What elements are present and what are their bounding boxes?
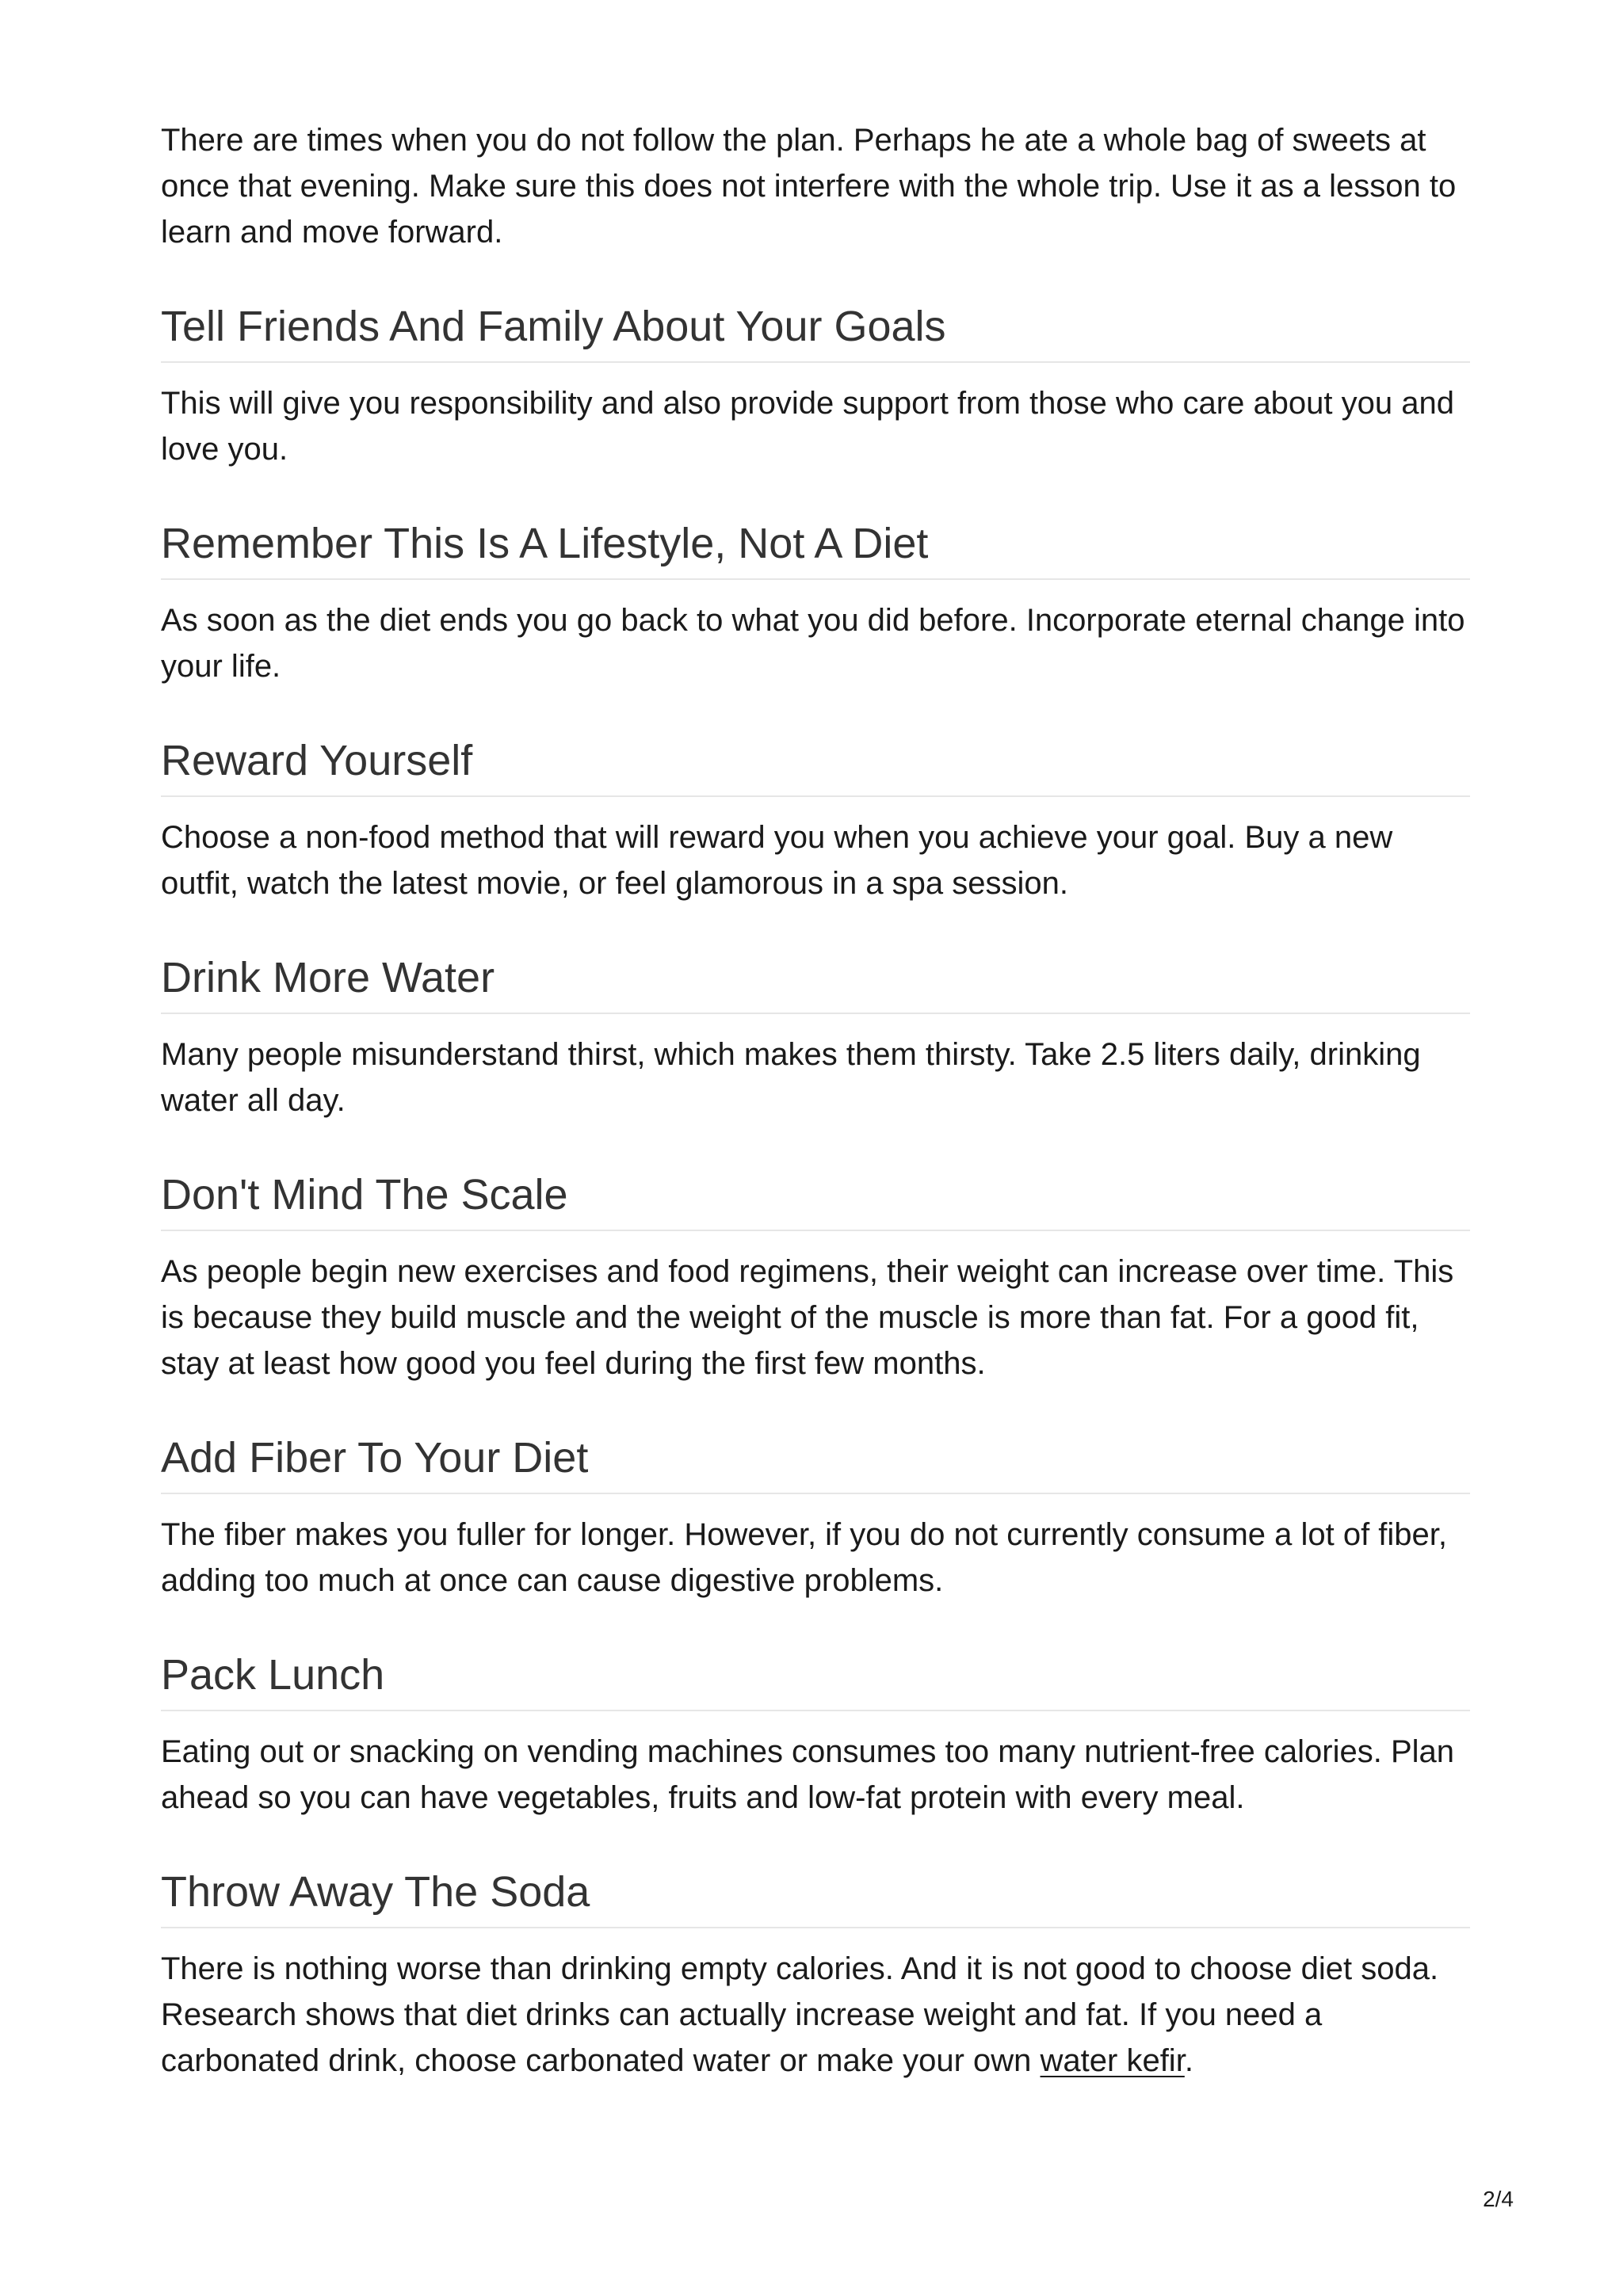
section-paragraph: The fiber makes you fuller for longer. However, if you do not currently consume a lot of fiber, adding too much at once can cause digestive problems. — [161, 1517, 1448, 1598]
section-paragraph: Many people misunderstand thirst, which makes them thirsty. Take 2.5 liters daily, drinking water all day. — [161, 1037, 1421, 1118]
section-fiber — [161, 1432, 1470, 1604]
section-paragraph — [161, 1946, 1470, 2084]
soda-text: There is nothing worse than drinking empty calories. And it is not good to choose diet soda. Research shows that diet drinks can actually increase weight and fat. If you need a carbonated drink, choose carbonated water or make your own — [161, 1951, 1439, 2078]
section-lunch — [161, 1650, 1470, 1821]
intro-paragraph: There are times when you do not follow the plan. Perhaps he ate a whole bag of sweets at once that evening. Make sure this does not interfere with the whole trip. Use it as a lesson to learn and move forward. — [161, 123, 1457, 250]
section-scale — [161, 1169, 1470, 1386]
section-water — [161, 952, 1470, 1123]
section-tell-friends — [161, 301, 1470, 472]
section-heading: Remember This Is A Lifestyle, Not A Diet — [161, 518, 1470, 580]
section-heading: Reward Yourself — [161, 735, 1470, 797]
section-reward — [161, 735, 1470, 906]
document-page — [161, 117, 1470, 2084]
page-number: 2/4 — [1483, 2187, 1514, 2211]
section-paragraph: This will give you responsibility and also provide support from those who care about you and love you. — [161, 386, 1454, 467]
section-paragraph: Choose a non-food method that will reward you when you achieve your goal. Buy a new outfit, watch the latest movie, or feel glamorous in a spa session. — [161, 820, 1393, 901]
section-heading: Drink More Water — [161, 952, 1470, 1014]
water-kefir-link[interactable]: water kefir — [1040, 2043, 1185, 2078]
section-soda — [161, 1867, 1470, 2084]
section-heading: Tell Friends And Family About Your Goals — [161, 301, 1470, 363]
soda-text-end: . — [1184, 2043, 1193, 2078]
section-heading: Add Fiber To Your Diet — [161, 1432, 1470, 1494]
section-heading: Pack Lunch — [161, 1650, 1470, 1711]
section-paragraph: As people begin new exercises and food regimens, their weight can increase over time. This is because they build muscle and the weight of the muscle is more than fat. For a good fit, stay at least how good you feel during the first few months. — [161, 1254, 1454, 1381]
section-paragraph: Eating out or snacking on vending machines consumes too many nutrient-free calories. Plan ahead so you can have vegetables, fruits and low-fat protein with every meal. — [161, 1734, 1455, 1815]
section-heading: Don't Mind The Scale — [161, 1169, 1470, 1231]
section-paragraph: As soon as the diet ends you go back to what you did before. Incorporate eternal change into your life. — [161, 603, 1465, 684]
section-heading: Throw Away The Soda — [161, 1867, 1470, 1928]
section-lifestyle — [161, 518, 1470, 689]
